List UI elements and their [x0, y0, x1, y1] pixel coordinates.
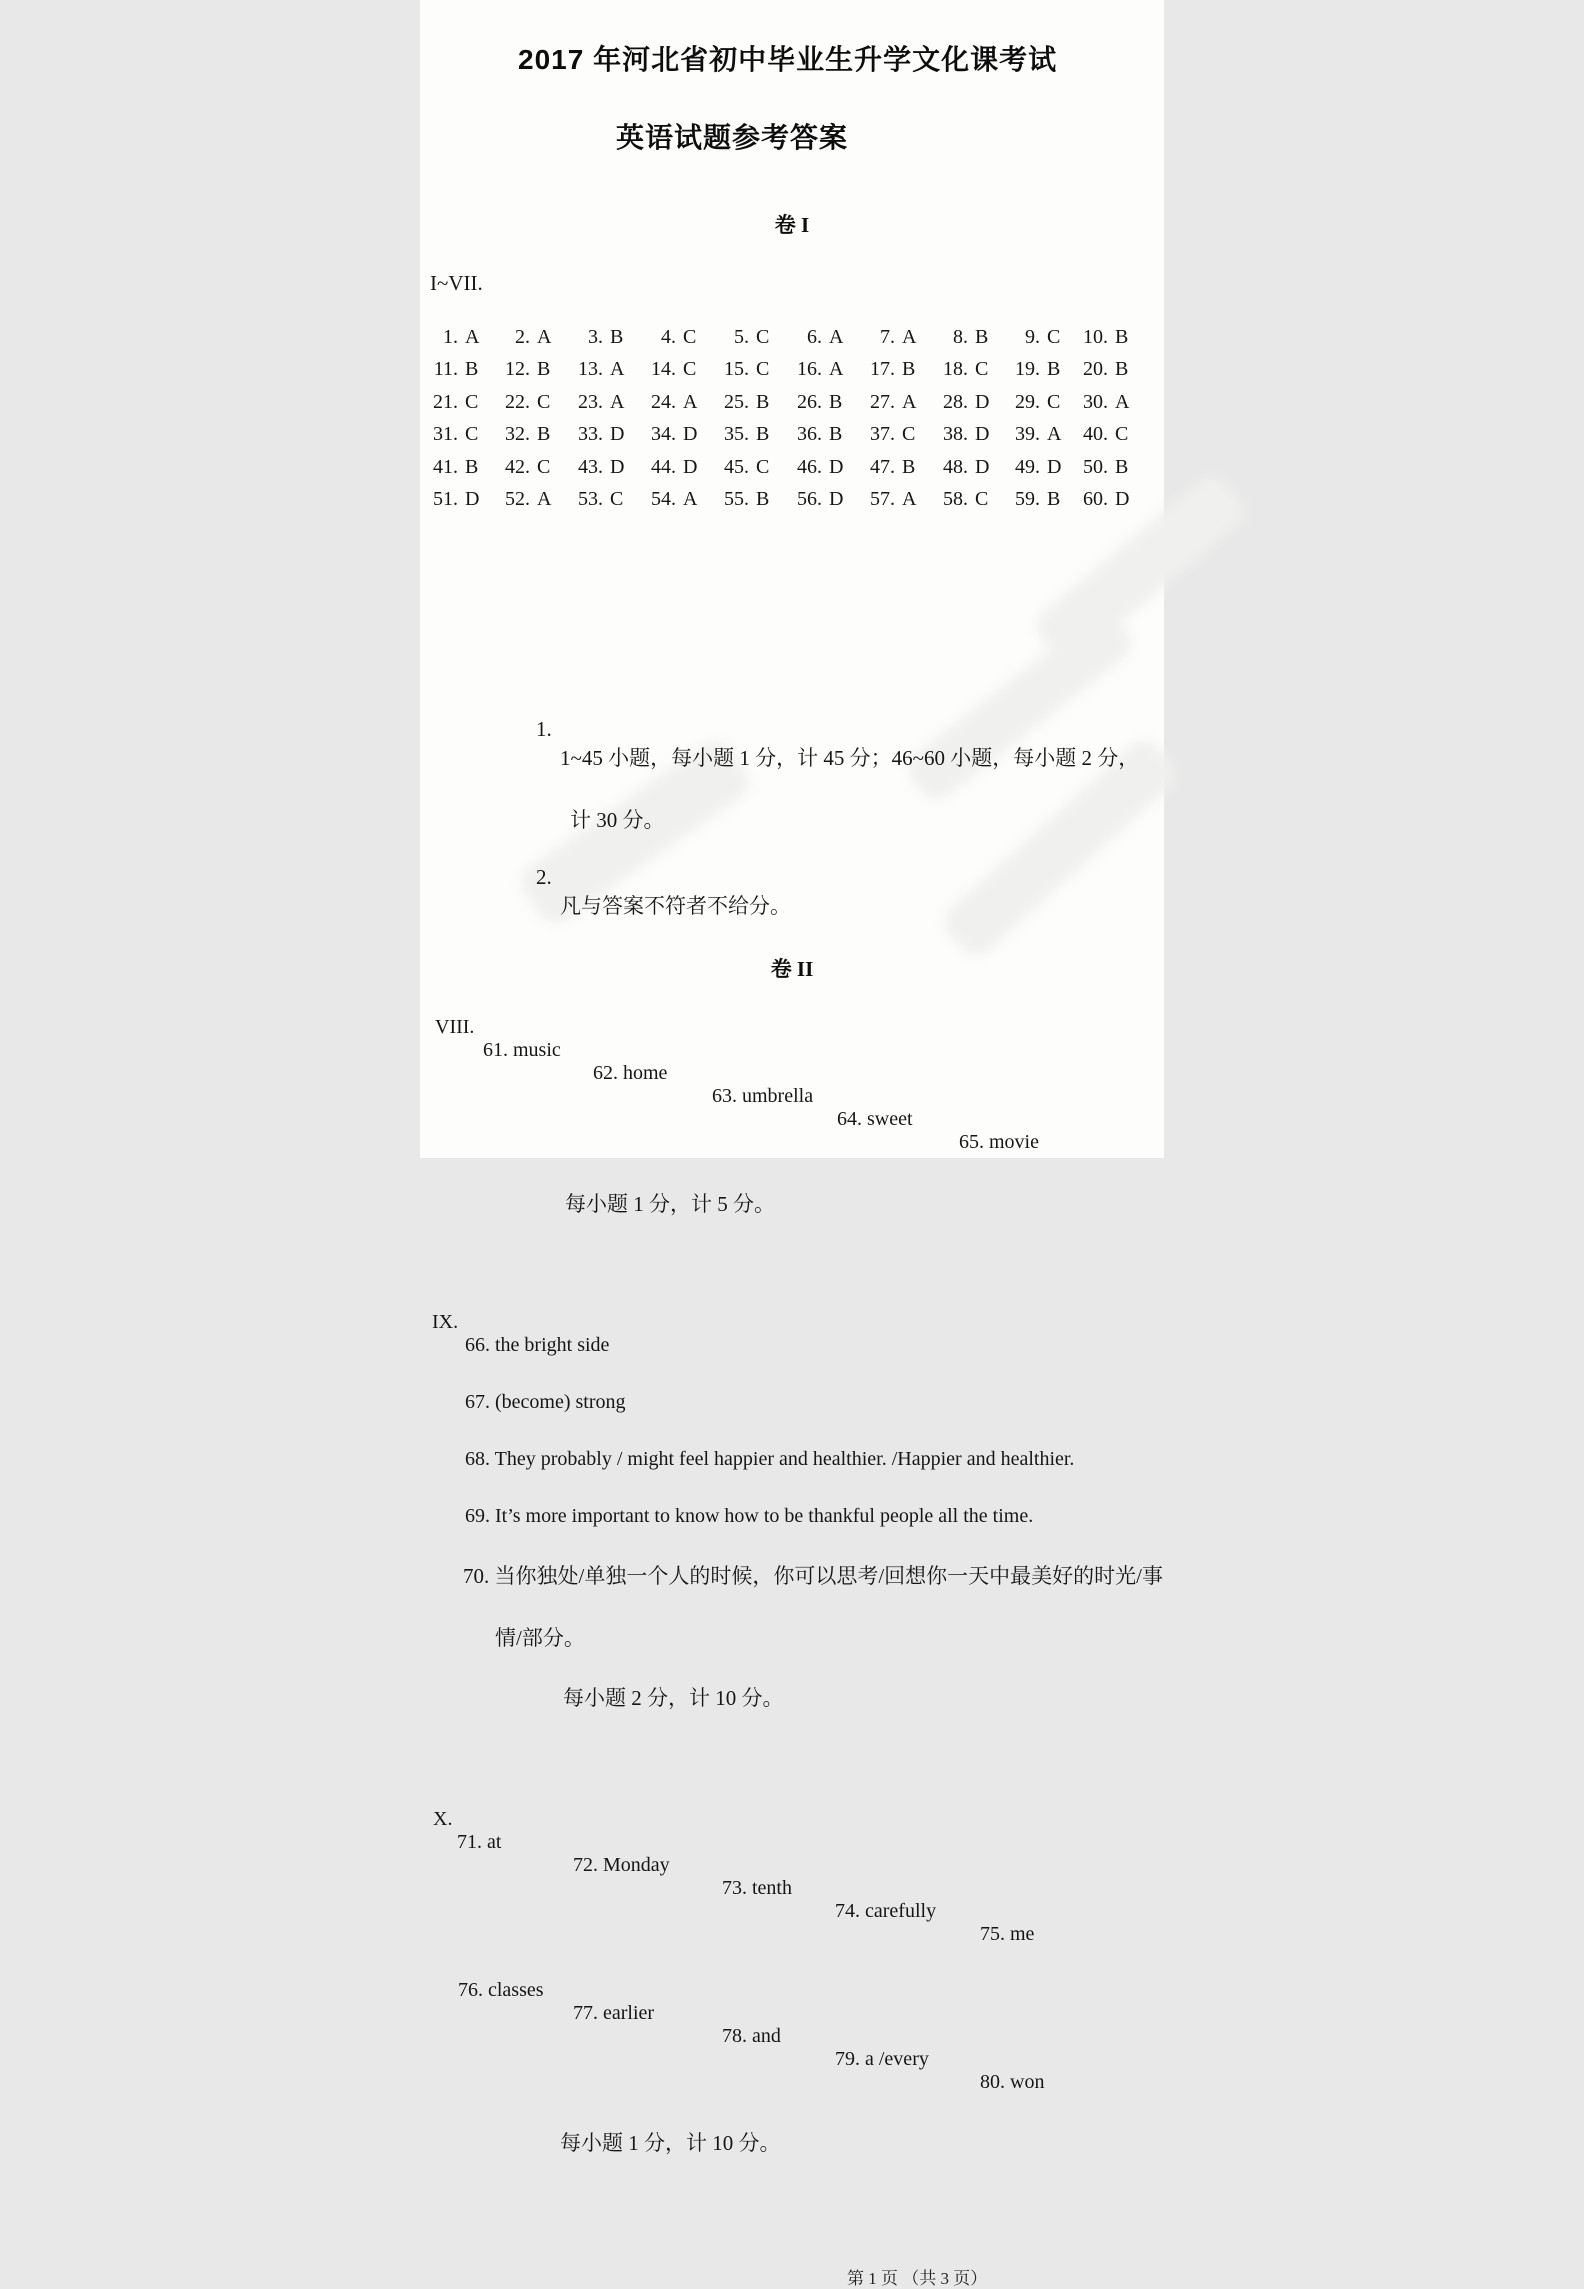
answer-letter: D: [1115, 488, 1130, 510]
section9-item70-line1: 70. 当你独处/单独一个人的时候，你可以思考/回想你一天中最美好的时光/事: [463, 1564, 1164, 1588]
note2-label: 2.: [536, 865, 552, 889]
part1-heading: 卷 I: [774, 213, 810, 237]
answer-number: 8.: [953, 326, 968, 348]
page-number: 第 1 页 （共 3 页）: [847, 2269, 988, 2288]
answer-cell: [1012, 423, 1061, 446]
answer-number: 48.: [943, 456, 968, 478]
answer-cell: [1012, 456, 1061, 479]
answer-number: 9.: [1025, 326, 1040, 348]
answer-number: 51.: [433, 488, 458, 510]
answer-number: 16.: [797, 358, 822, 380]
answer-number: 50.: [1083, 456, 1108, 478]
section8-item: 64. sweet: [837, 1108, 913, 1130]
answer-cell: [867, 326, 916, 349]
answer-cell: [575, 423, 624, 446]
section10-item: 73. tenth: [722, 1877, 792, 1899]
section10-item: 79. a /every: [835, 2048, 929, 2070]
answer-cell: [1080, 358, 1128, 381]
answer-letter: C: [1047, 326, 1061, 348]
answer-number: 10.: [1083, 326, 1108, 348]
answer-cell: [648, 456, 697, 479]
answer-letter: B: [1047, 488, 1061, 510]
answer-letter: B: [756, 391, 770, 413]
answer-number: 45.: [724, 456, 749, 478]
section10-item: 78. and: [722, 2025, 781, 2047]
answer-letter: B: [756, 423, 770, 445]
answer-cell: [502, 456, 550, 479]
answer-number: 11.: [433, 358, 458, 380]
answer-cell: [721, 326, 769, 349]
answer-number: 59.: [1015, 488, 1040, 510]
answer-number: 14.: [651, 358, 676, 380]
answer-number: 1.: [443, 326, 458, 348]
section8-item: 63. umbrella: [712, 1085, 814, 1107]
answer-cell: [502, 326, 551, 349]
answer-letter: D: [975, 391, 990, 413]
section8-item: 62. home: [593, 1062, 668, 1084]
answer-letter: C: [683, 326, 697, 348]
section8-label: VIII.: [435, 1016, 475, 1038]
answer-cell: [430, 326, 479, 349]
answer-cell: [867, 391, 916, 414]
answer-cell: [721, 488, 769, 511]
answer-letter: C: [683, 358, 697, 380]
answer-cell: [648, 391, 697, 414]
answer-cell: [721, 391, 769, 414]
answer-number: 28.: [943, 391, 968, 413]
section9-item68: 68. They probably / might feel happier and healthier. /Happier and healthier.: [465, 1448, 1075, 1470]
answer-number: 7.: [880, 326, 895, 348]
section10-item: 75. me: [980, 1923, 1035, 1945]
answer-number: 21.: [433, 391, 458, 413]
answer-number: 27.: [870, 391, 895, 413]
section10-item: 77. earlier: [573, 2002, 655, 2024]
answer-letter: C: [1047, 391, 1061, 413]
answer-letter: D: [683, 423, 698, 445]
answer-number: 12.: [505, 358, 530, 380]
answer-letter: B: [975, 326, 989, 348]
answer-letter: D: [610, 456, 625, 478]
answer-number: 23.: [578, 391, 603, 413]
answer-letter: B: [902, 456, 916, 478]
answer-cell: [794, 456, 843, 479]
answer-number: 4.: [661, 326, 676, 348]
answer-letter: B: [902, 358, 916, 380]
answer-letter: C: [465, 423, 479, 445]
answer-letter: B: [537, 358, 551, 380]
answer-number: 38.: [943, 423, 968, 445]
answer-cell: [1080, 488, 1129, 511]
answer-number: 44.: [651, 456, 676, 478]
note2-text: 凡与答案不符者不给分。: [560, 894, 791, 918]
answer-number: 2.: [515, 326, 530, 348]
answer-cell: [575, 358, 624, 381]
answer-number: 34.: [651, 423, 676, 445]
section9-item66: 66. the bright side: [465, 1334, 610, 1356]
answer-cell: [721, 456, 769, 479]
answer-number: 41.: [433, 456, 458, 478]
answer-cell: [648, 358, 696, 381]
answer-letter: A: [610, 358, 625, 380]
answer-number: 47.: [870, 456, 895, 478]
section9-item70-line2: 情/部分。: [495, 1626, 585, 1650]
answer-cell: [794, 326, 843, 349]
answer-letter: C: [537, 456, 551, 478]
answer-letter: A: [902, 488, 917, 510]
answer-number: 37.: [870, 423, 895, 445]
answer-cell: [794, 358, 843, 381]
answer-letter: C: [756, 326, 770, 348]
answer-number: 40.: [1083, 423, 1108, 445]
answer-number: 55.: [724, 488, 749, 510]
answer-letter: B: [537, 423, 551, 445]
answer-cell: [575, 326, 623, 349]
answer-number: 43.: [578, 456, 603, 478]
section10-item: 76. classes: [458, 1979, 544, 2001]
answer-number: 31.: [433, 423, 458, 445]
note1-line2: 计 30 分。: [570, 808, 665, 832]
answer-number: 26.: [797, 391, 822, 413]
answer-cell: [430, 423, 478, 446]
answer-number: 56.: [797, 488, 822, 510]
answer-number: 18.: [943, 358, 968, 380]
section9-item69: 69. It’s more important to know how to be thankful people all the time.: [465, 1505, 1034, 1527]
answer-number: 22.: [505, 391, 530, 413]
answer-number: 17.: [870, 358, 895, 380]
answer-number: 53.: [578, 488, 603, 510]
answer-cell: [867, 358, 915, 381]
answer-cell: [940, 358, 988, 381]
answer-cell: [1012, 326, 1060, 349]
answer-number: 24.: [651, 391, 676, 413]
answer-cell: [794, 391, 842, 414]
answer-cell: [648, 488, 697, 511]
answer-number: 54.: [651, 488, 676, 510]
answer-letter: C: [756, 358, 770, 380]
answer-cell: [1080, 456, 1128, 479]
answer-letter: A: [683, 391, 698, 413]
answer-letter: B: [756, 488, 770, 510]
answer-letter: A: [683, 488, 698, 510]
document-page: [420, 0, 1164, 2288]
answers-grid: [420, 326, 1164, 522]
answer-number: 15.: [724, 358, 749, 380]
answer-cell: [430, 358, 478, 381]
answer-letter: A: [537, 488, 552, 510]
answer-number: 30.: [1083, 391, 1108, 413]
answer-letter: B: [829, 391, 843, 413]
section10-label: X.: [433, 1808, 453, 1830]
section10-item: 71. at: [457, 1831, 502, 1853]
answer-cell: [648, 423, 697, 446]
answer-number: 49.: [1015, 456, 1040, 478]
answer-number: 60.: [1083, 488, 1108, 510]
answer-letter: A: [465, 326, 480, 348]
answer-cell: [430, 391, 478, 414]
answer-letter: B: [1115, 358, 1129, 380]
answer-number: 19.: [1015, 358, 1040, 380]
answer-number: 42.: [505, 456, 530, 478]
answer-number: 36.: [797, 423, 822, 445]
answer-cell: [867, 456, 915, 479]
answer-number: 13.: [578, 358, 603, 380]
answer-cell: [794, 488, 843, 511]
section10-item: 74. carefully: [835, 1900, 937, 1922]
answer-cell: [648, 326, 696, 349]
answer-number: 32.: [505, 423, 530, 445]
answer-cell: [940, 326, 988, 349]
answer-cell: [575, 488, 623, 511]
answer-cell: [502, 391, 550, 414]
section8-item: 65. movie: [959, 1131, 1039, 1153]
answer-letter: C: [1115, 423, 1129, 445]
answer-letter: A: [537, 326, 552, 348]
answer-number: 5.: [734, 326, 749, 348]
answer-cell: [721, 423, 769, 446]
answer-cell: [1012, 391, 1060, 414]
answer-letter: A: [902, 326, 917, 348]
answer-letter: D: [829, 456, 844, 478]
answer-cell: [575, 456, 624, 479]
answer-cell: [867, 423, 915, 446]
answer-cell: [940, 488, 988, 511]
section9-item67: 67. (become) strong: [465, 1391, 626, 1413]
answer-letter: B: [829, 423, 843, 445]
answer-letter: B: [610, 326, 624, 348]
answer-letter: B: [465, 456, 479, 478]
answer-cell: [1012, 488, 1060, 511]
answer-letter: D: [610, 423, 625, 445]
answer-number: 33.: [578, 423, 603, 445]
part2-heading: 卷 II: [770, 957, 814, 981]
answer-letter: A: [829, 358, 844, 380]
answer-cell: [721, 358, 769, 381]
answer-cell: [940, 456, 989, 479]
note1-line1: 1~45 小题，每小题 1 分，计 45 分；46~60 小题，每小题 2 分，: [560, 746, 1140, 770]
section10-item: 72. Monday: [573, 1854, 670, 1876]
answer-letter: B: [465, 358, 479, 380]
exam-title: 2017 年河北省初中毕业生升学文化课考试: [518, 44, 1058, 75]
section8-item: 61. music: [483, 1039, 561, 1061]
answer-letter: D: [975, 423, 990, 445]
answer-letter: B: [1115, 326, 1129, 348]
answer-cell: [430, 488, 479, 511]
answer-letter: D: [829, 488, 844, 510]
answer-letter: C: [756, 456, 770, 478]
answer-number: 35.: [724, 423, 749, 445]
answer-cell: [940, 423, 989, 446]
answer-number: 58.: [943, 488, 968, 510]
answer-letter: C: [610, 488, 624, 510]
answer-letter: A: [1115, 391, 1130, 413]
answer-cell: [1012, 358, 1060, 381]
answer-cell: [1080, 326, 1128, 349]
exam-subtitle: 英语试题参考答案: [616, 122, 849, 153]
answer-cell: [502, 358, 550, 381]
answer-letter: C: [902, 423, 916, 445]
answer-number: 29.: [1015, 391, 1040, 413]
answer-number: 52.: [505, 488, 530, 510]
section9-label: IX.: [432, 1311, 459, 1333]
answer-cell: [1080, 391, 1129, 414]
answer-number: 20.: [1083, 358, 1108, 380]
answer-number: 3.: [588, 326, 603, 348]
answer-cell: [794, 423, 842, 446]
answer-letter: A: [610, 391, 625, 413]
answer-letter: D: [465, 488, 480, 510]
section9-scoring: 每小题 2 分，计 10 分。: [563, 1686, 784, 1710]
answer-cell: [502, 423, 550, 446]
answer-letter: A: [902, 391, 917, 413]
section8-scoring: 每小题 1 分，计 5 分。: [565, 1192, 775, 1216]
answer-letter: B: [1115, 456, 1129, 478]
answer-letter: A: [829, 326, 844, 348]
answer-number: 57.: [870, 488, 895, 510]
answer-letter: C: [975, 488, 989, 510]
note1-label: 1.: [536, 717, 552, 741]
answer-cell: [1080, 423, 1128, 446]
answer-cell: [575, 391, 624, 414]
answer-cell: [430, 456, 478, 479]
answer-letter: C: [465, 391, 479, 413]
answer-letter: C: [975, 358, 989, 380]
answer-number: 6.: [807, 326, 822, 348]
answer-number: 25.: [724, 391, 749, 413]
answer-letter: D: [975, 456, 990, 478]
answer-number: 39.: [1015, 423, 1040, 445]
answer-letter: D: [1047, 456, 1062, 478]
section10-item: 80. won: [980, 2071, 1045, 2093]
answer-letter: A: [1047, 423, 1062, 445]
section10-scoring: 每小题 1 分，计 10 分。: [560, 2131, 781, 2155]
answer-cell: [502, 488, 551, 511]
answer-letter: D: [683, 456, 698, 478]
part1-sections-label: I~VII.: [430, 271, 483, 295]
answer-number: 46.: [797, 456, 822, 478]
answer-letter: B: [1047, 358, 1061, 380]
answer-letter: C: [537, 391, 551, 413]
answer-cell: [867, 488, 916, 511]
answer-cell: [940, 391, 989, 414]
